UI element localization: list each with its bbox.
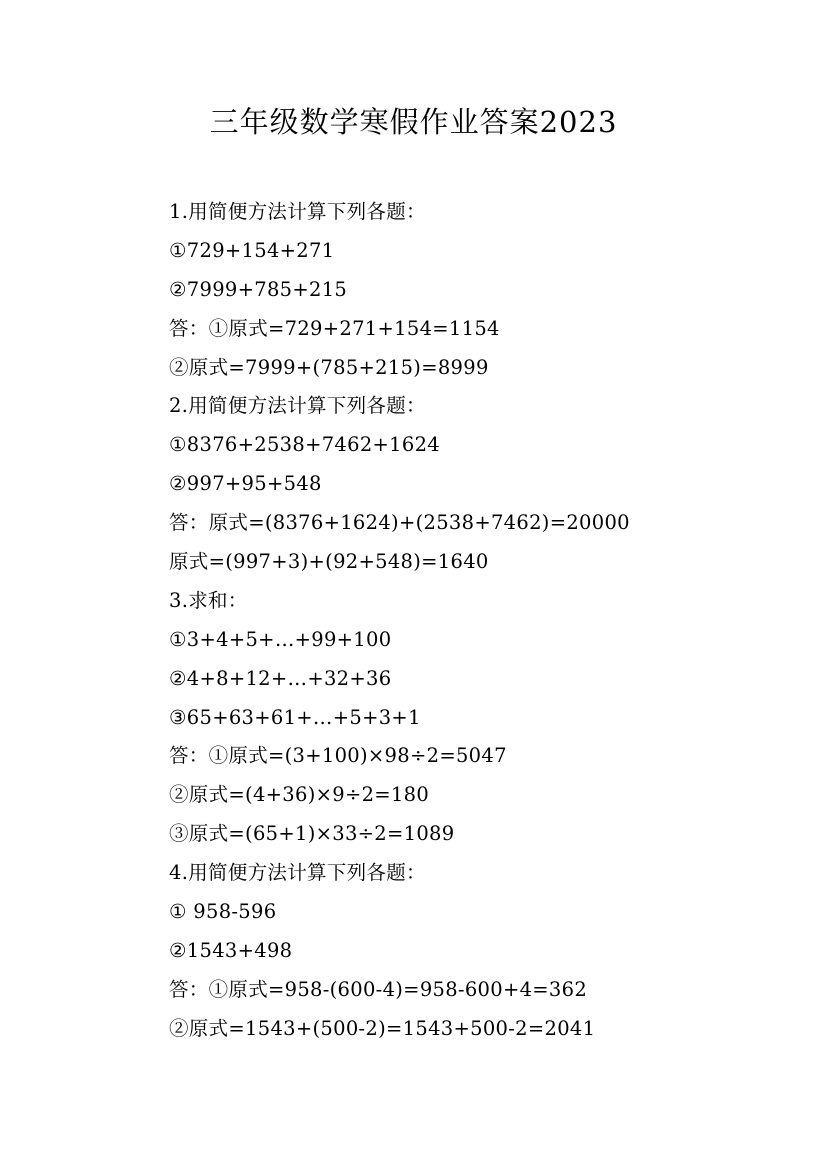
question-2-item-2: ②997+95+548 xyxy=(169,472,322,496)
question-4-item-2: ②1543+498 xyxy=(169,938,293,962)
question-1-answer-2: ②原式=7999+(785+215)=8999 xyxy=(169,355,489,379)
question-4-answer-1: 答：①原式=958-(600-4)=958-600+4=362 xyxy=(169,977,588,1001)
question-3-item-3: ③65+63+61+…+5+3+1 xyxy=(169,705,421,729)
question-3-answer-2: ②原式=(4+36)×9÷2=180 xyxy=(169,783,430,807)
question-1-heading: 1.用简便方法计算下列各题： xyxy=(169,200,426,223)
question-2-item-1: ①8376+2538+7462+1624 xyxy=(169,433,441,457)
question-1-item-1: ①729+154+271 xyxy=(169,238,335,262)
question-3-heading: 3.求和： xyxy=(169,588,248,612)
question-2-answer-1: 答：原式=(8376+1624)+(2538+7462)=20000 xyxy=(169,511,630,535)
question-4-item-1: ① 958-596 xyxy=(169,900,277,924)
question-4-answer-2: ②原式=1543+(500-2)=1543+500-2=2041 xyxy=(169,1016,596,1040)
question-4-heading: 4.用简便方法计算下列各题： xyxy=(169,861,426,885)
question-2-heading: 2.用简便方法计算下列各题： xyxy=(169,394,426,418)
question-1-item-2: ②7999+785+215 xyxy=(169,277,348,301)
question-3-item-2: ②4+8+12+…+32+36 xyxy=(169,666,392,690)
document-body xyxy=(169,193,789,1049)
question-3-item-1: ①3+4+5+…+99+100 xyxy=(169,627,392,651)
question-1-answer-1: 答：①原式=729+271+154=1154 xyxy=(169,316,500,340)
question-3-answer-1: 答：①原式=(3+100)×98÷2=5047 xyxy=(169,744,507,768)
question-3-answer-3: ③原式=(65+1)×33÷2=1089 xyxy=(169,822,455,846)
document-title: 三年级数学寒假作业答案2023 xyxy=(209,105,618,139)
question-2-answer-2: 原式=(997+3)+(92+548)=1640 xyxy=(169,550,489,574)
